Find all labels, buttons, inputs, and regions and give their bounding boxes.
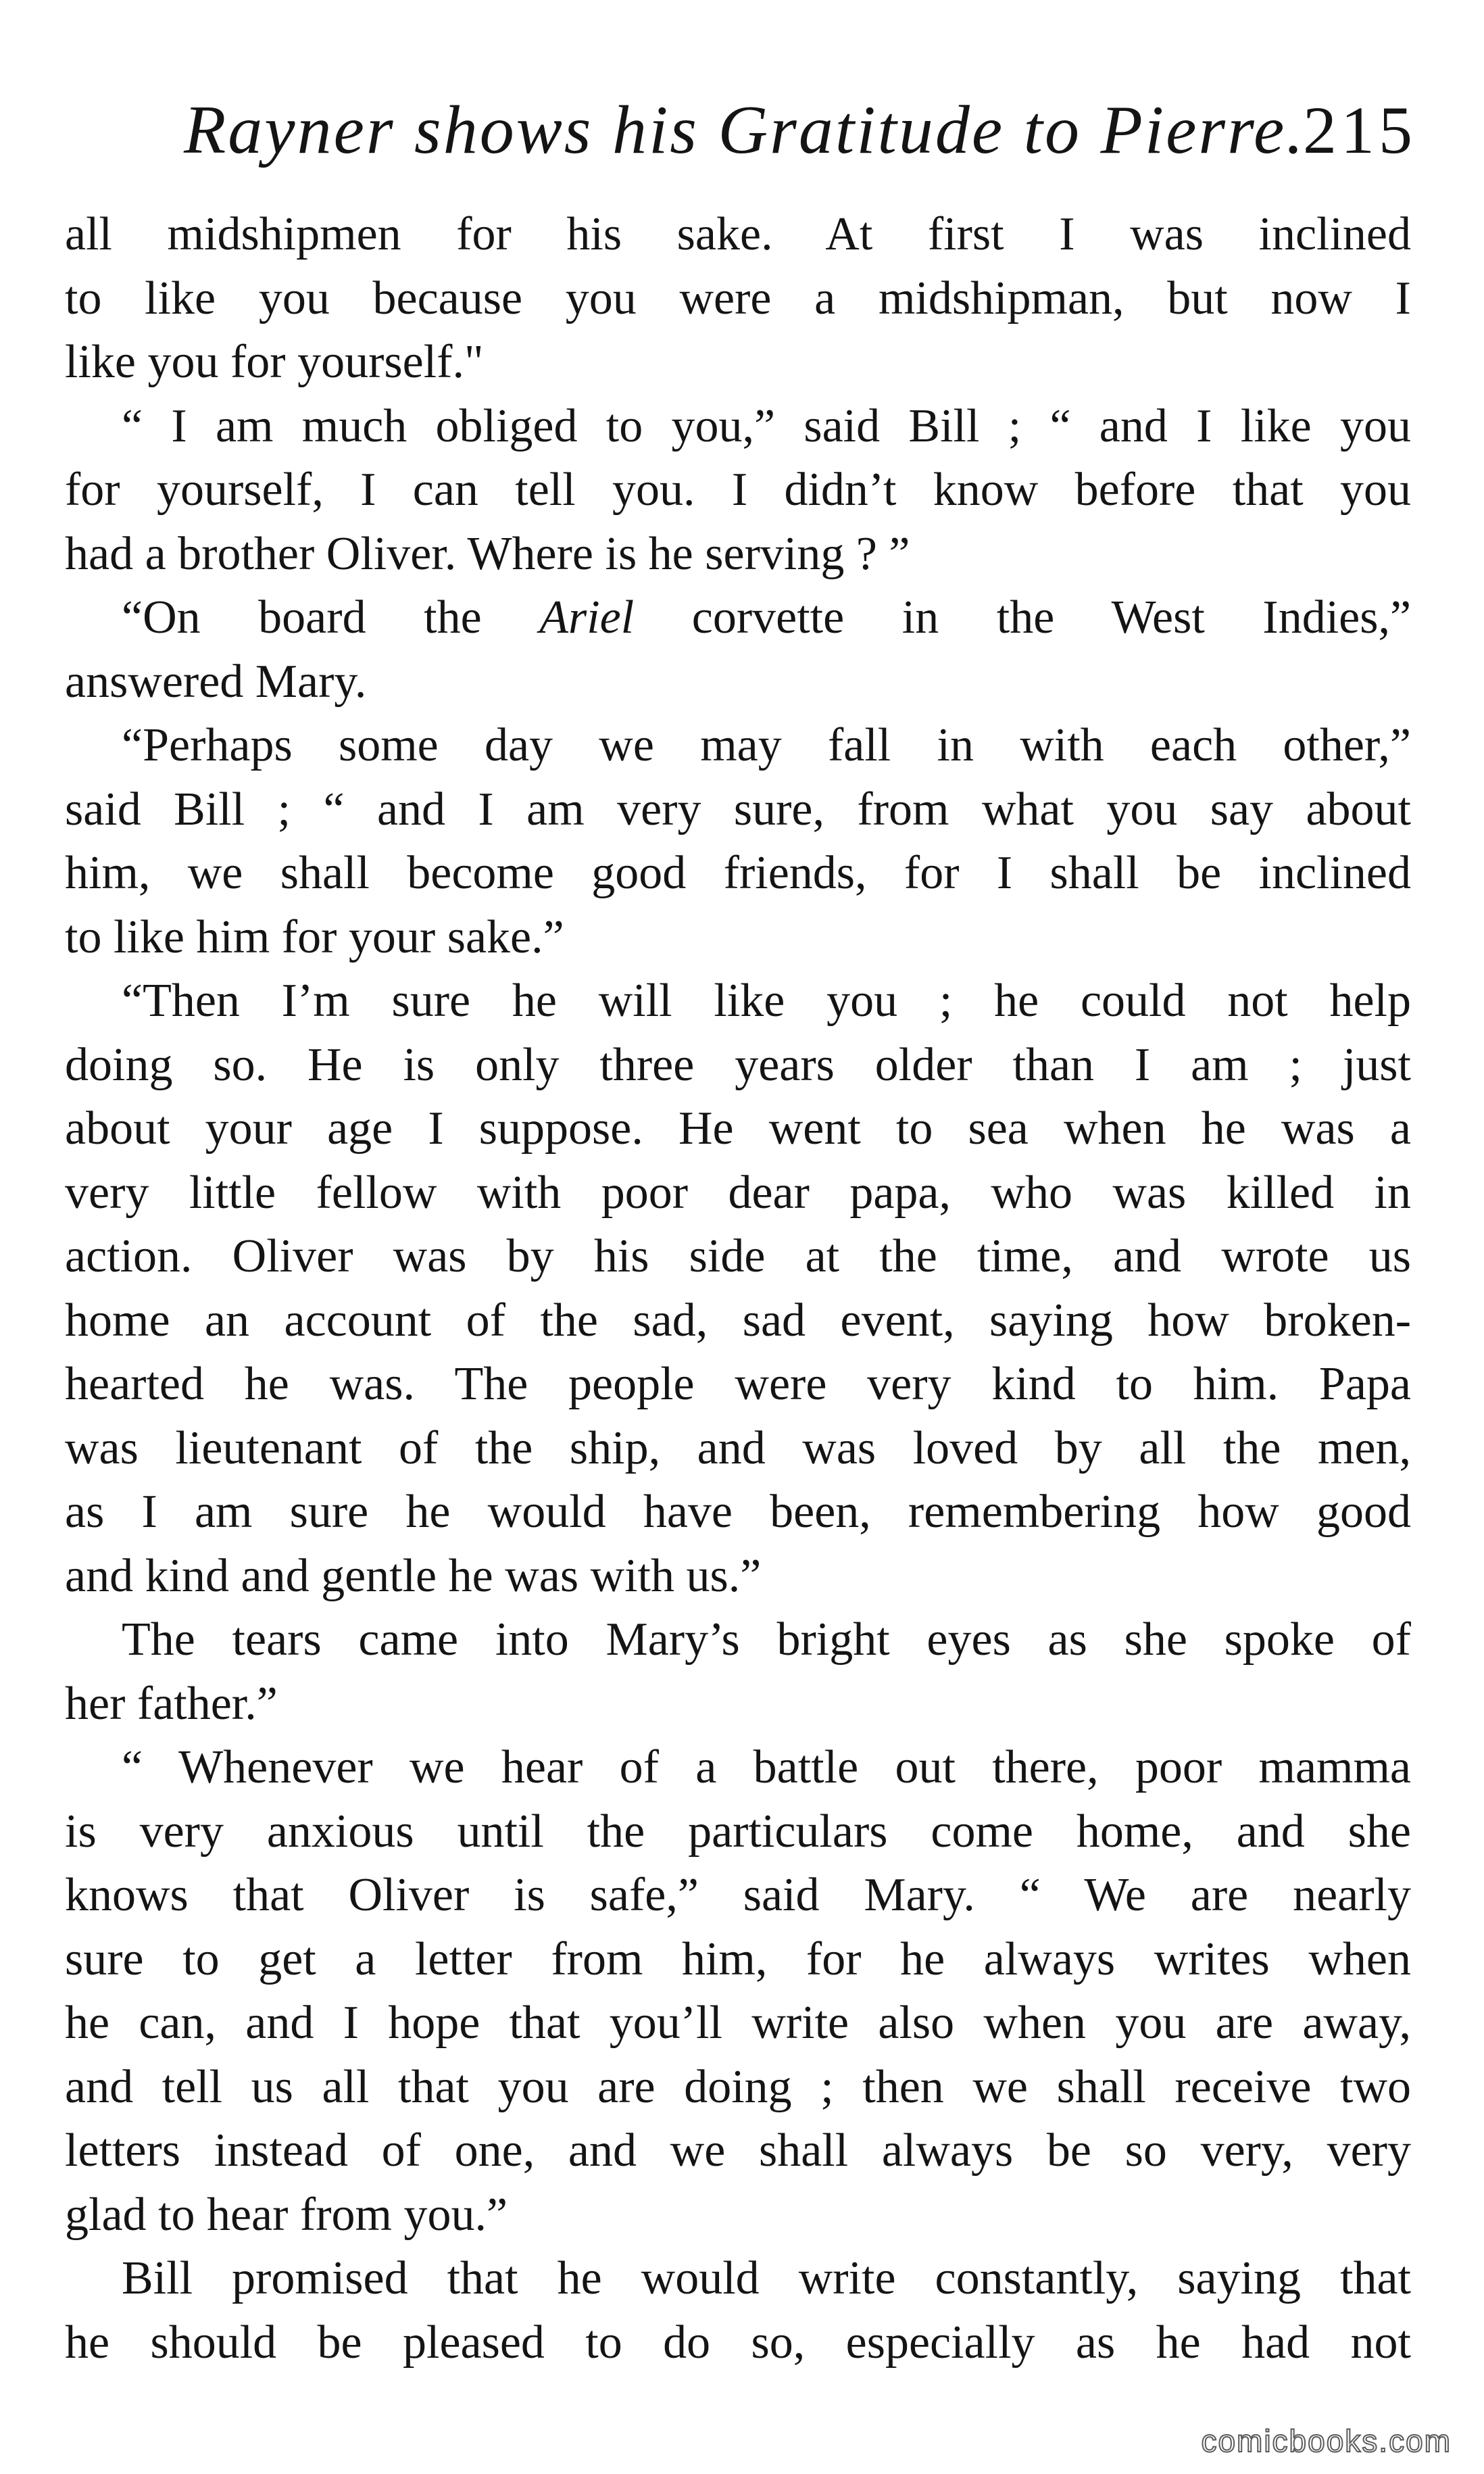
text-fragment: corvette in the West Indies,” bbox=[691, 591, 1412, 644]
text-line: to like him for your sake.” bbox=[65, 911, 564, 963]
paragraph-8 bbox=[65, 2247, 1411, 2375]
text-line: glad to hear from you.” bbox=[65, 2188, 508, 2241]
text-line: to like you because you were a midshipman, but now I bbox=[65, 272, 1411, 324]
text-line: “ Whenever we hear of a battle out there, poor mamma bbox=[122, 1741, 1411, 1793]
text-line: said Bill ; “ and I am very sure, from what you say about bbox=[65, 783, 1411, 835]
text-line: hearted he was. The people were very kind to him. Papa bbox=[65, 1358, 1411, 1410]
text-line: had a brother Oliver. Where is he serving ? ” bbox=[65, 527, 910, 580]
body-text bbox=[65, 203, 1411, 2375]
running-head bbox=[184, 80, 1416, 181]
paragraph-4 bbox=[65, 714, 1411, 969]
text-line: and tell us all that you are doing ; then we shall receive two bbox=[65, 2060, 1411, 2113]
text-line bbox=[65, 586, 1411, 650]
text-line: “ I am much obliged to you,” said Bill ; “ and I like you bbox=[122, 399, 1411, 452]
text-line: as I am sure he would have been, remembering how good bbox=[65, 1486, 1411, 1538]
text-line: was lieutenant of the ship, and was loved by all the men, bbox=[65, 1422, 1411, 1474]
text-line: very little fellow with poor dear papa, who was killed in bbox=[65, 1166, 1411, 1219]
text-line: sure to get a letter from him, for he always writes when bbox=[65, 1933, 1411, 1985]
text-line: knows that Oliver is safe,” said Mary. “ We are nearly bbox=[65, 1869, 1411, 1921]
text-line: action. Oliver was by his side at the time, and wrote us bbox=[65, 1230, 1411, 1282]
text-line: “Then I’m sure he will like you ; he could not help bbox=[122, 975, 1411, 1027]
text-line: he should be pleased to do so, especially as he had not bbox=[65, 2316, 1411, 2369]
text-line: like you for yourself." bbox=[65, 336, 484, 388]
text-line: “Perhaps some day we may fall in with each other,” bbox=[122, 719, 1411, 771]
text-line: doing so. He is only three years older than I am ; just bbox=[65, 1038, 1411, 1091]
page-number: 215 bbox=[1303, 93, 1416, 168]
text-fragment: “On board the bbox=[122, 591, 482, 644]
ship-name: Ariel bbox=[539, 591, 635, 644]
text-line: her father.” bbox=[65, 1677, 278, 1730]
text-line: home an account of the sad, sad event, saying how broken- bbox=[65, 1294, 1411, 1347]
paragraph-6 bbox=[65, 1608, 1411, 1736]
running-title: Rayner shows his Gratitude to Pierre. bbox=[184, 92, 1306, 168]
paragraph-3 bbox=[65, 586, 1411, 714]
text-line: is very anxious until the particulars come home, and she bbox=[65, 1805, 1411, 1858]
watermark: comicbooks.com bbox=[1201, 2423, 1452, 2458]
text-line: and kind and gentle he was with us.” bbox=[65, 1549, 762, 1602]
text-line: for yourself, I can tell you. I didn’t know before that you bbox=[65, 464, 1411, 516]
paragraph-2 bbox=[65, 395, 1411, 587]
paragraph-1 bbox=[65, 203, 1411, 395]
paragraph-5 bbox=[65, 969, 1411, 1608]
text-line: he can, and I hope that you’ll write also when you are away, bbox=[65, 1997, 1411, 2049]
text-line: him, we shall become good friends, for I shall be inclined bbox=[65, 847, 1411, 899]
text-line: answered Mary. bbox=[65, 655, 367, 708]
paragraph-7 bbox=[65, 1736, 1411, 2247]
text-line: letters instead of one, and we shall always be so very, very bbox=[65, 2125, 1411, 2177]
text-line: all midshipmen for his sake. At first I was inclined bbox=[65, 208, 1411, 260]
text-line: The tears came into Mary’s bright eyes as she spoke of bbox=[122, 1614, 1411, 1666]
text-line: Bill promised that he would write constantly, saying that bbox=[122, 2252, 1411, 2304]
text-line: about your age I suppose. He went to sea when he was a bbox=[65, 1102, 1411, 1155]
